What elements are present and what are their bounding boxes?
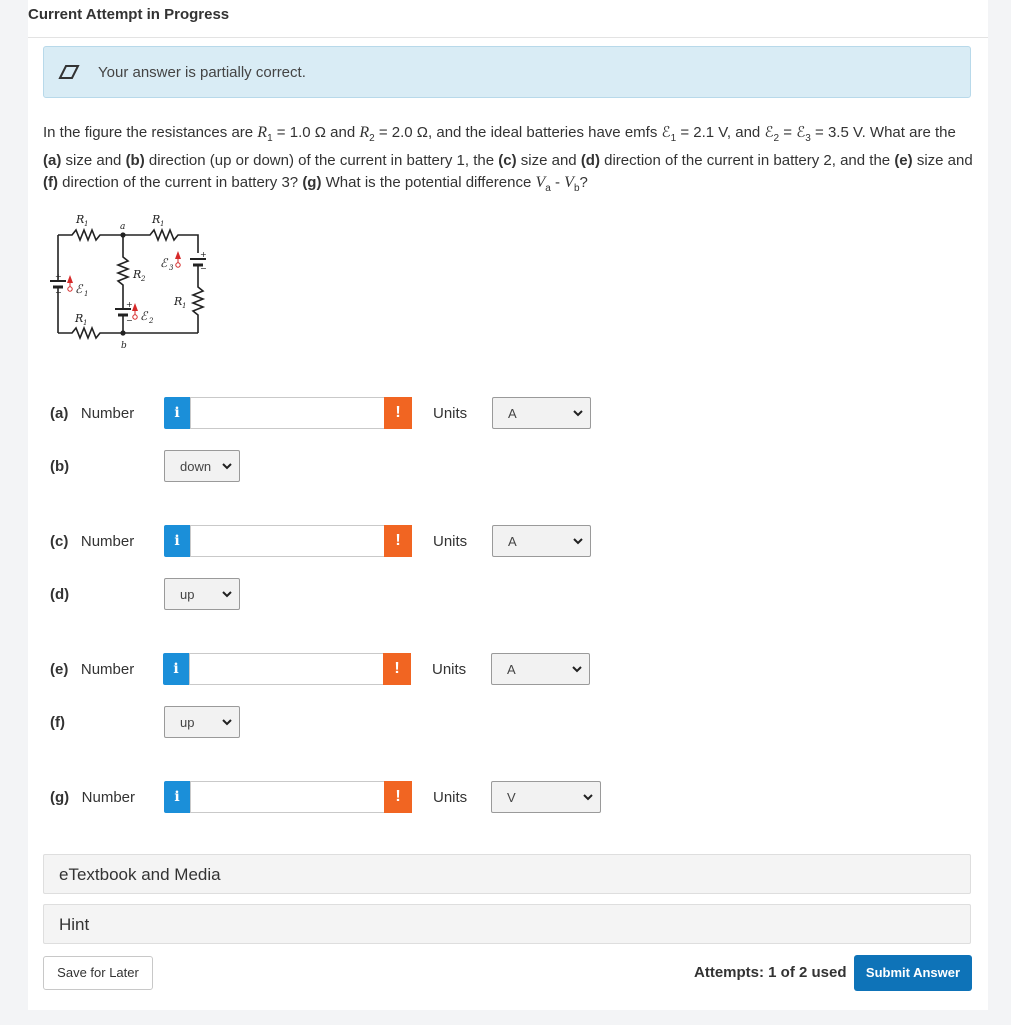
units-select-a[interactable]: A [492,397,591,429]
fig-r1-top-right: R [152,213,161,226]
units-label: Units [432,661,467,678]
alert-message: Your answer is partially correct. [98,64,306,81]
chevron-down-icon [572,535,584,547]
warning-button[interactable]: ! [384,397,412,429]
units-label: Units [433,533,468,550]
etextbook-accordion[interactable]: eTextbook and Media [43,854,971,894]
fig-r2: R [133,268,142,281]
svg-text:2: 2 [149,317,154,325]
fig-emf3: ℰ [160,256,168,270]
units-select-c[interactable]: A [492,525,591,557]
fig-r1-top-left: R [76,213,85,226]
eraser-icon [58,62,80,82]
submit-answer-button[interactable]: Submit Answer [854,955,972,991]
fig-r1-bottom: R [75,312,84,325]
warning-button[interactable]: ! [384,781,412,813]
svg-text:+: + [200,250,207,259]
fig-emf1: ℰ [75,282,83,296]
page-title: Current Attempt in Progress [28,6,230,23]
number-input-e[interactable] [189,653,385,685]
hint-accordion[interactable]: Hint [43,904,971,944]
svg-text:−: − [200,264,207,273]
svg-text:3: 3 [169,264,174,272]
chevron-down-icon [582,791,594,803]
units-label: Units [433,789,468,806]
svg-text:+: + [55,272,62,281]
warning-button[interactable]: ! [384,525,412,557]
direction-select-d[interactable]: up [164,578,240,610]
svg-text:−: − [55,288,62,297]
number-input-a[interactable] [190,397,386,429]
svg-text:2: 2 [141,275,146,283]
chevron-down-icon [221,460,233,472]
svg-text:1: 1 [160,220,165,228]
units-label: Units [433,405,468,422]
attempts-counter: Attempts: 1 of 2 used [694,964,847,981]
info-button[interactable]: i [164,397,190,429]
units-select-e[interactable]: A [491,653,590,685]
svg-text:+: + [126,300,133,309]
chevron-down-icon [221,716,233,728]
units-select-g[interactable]: V [491,781,601,813]
info-button[interactable]: i [164,525,190,557]
header-divider [28,37,988,38]
svg-text:−: − [126,316,133,325]
svg-text:1: 1 [83,319,88,327]
number-input-g[interactable] [190,781,386,813]
question-text: In the figure the resistances are $R_1 = 1.0$ Ω and $R_2 = 2.0$ Ω, and the ideal batteries have emfs ℰ$_1$ = 2.1 V, and ℰ$_2$ = ℰ$_3$ = 3.5 V. What are the (a) size and (b) direction (up or down) of the current in battery 1, the (c) size and (d) direction of the current in battery 2, and the (e) size and (f) direction of the current in battery 3? (g) What is the potential difference $V_a - V_b$? [43,124,973,194]
direction-select-b[interactable]: down [164,450,240,482]
fig-node-b: b [121,341,127,351]
chevron-down-icon [221,588,233,600]
fig-r1-right: R [174,295,183,308]
fig-node-a: a [120,222,126,232]
partial-correct-alert [43,46,971,98]
warning-button[interactable]: ! [383,653,411,685]
info-button[interactable]: i [164,781,190,813]
fig-emf2: ℰ [140,309,148,323]
info-button[interactable]: i [163,653,189,685]
chevron-down-icon [571,663,583,675]
circuit-diagram [42,205,212,355]
save-for-later-button[interactable]: Save for Later [43,956,153,990]
svg-text:1: 1 [84,220,89,228]
number-input-c[interactable] [190,525,386,557]
svg-text:1: 1 [182,302,187,310]
svg-text:1: 1 [84,290,89,298]
question-panel: Current Attempt in Progress Your answer is partially correct. In the figure the resistances are $R_1 = 1.0$ Ω and $R_2 = 2.0$ Ω, and the ideal batteries have emfs ℰ$_1$ = 2.1 V, and ℰ$_2$ = ℰ$_3$ = 3.5 V. What are the (a) size and (b) direction (up or down) of the current in battery 1, the (c) size and (d) direction of the current in battery 2, and the (e) size and (f) direction of the current in battery 3? (g) What is the potential difference $V_a - V_b$? R 1 R 1 a R 1 b R 2 R 1 ℰ 1 ℰ 2 ℰ 3 + − + − + − (a) Number i ! Units A (b) down (c) Number i ! Units A (d) up (e) Number i ! Units A (f) up (g) Number i ! Units V eTextbook and Media Hint Save for Later Attempts: 1 of 2 used Submit Answer [28,0,988,1010]
chevron-down-icon [572,407,584,419]
direction-select-f[interactable]: up [164,706,240,738]
